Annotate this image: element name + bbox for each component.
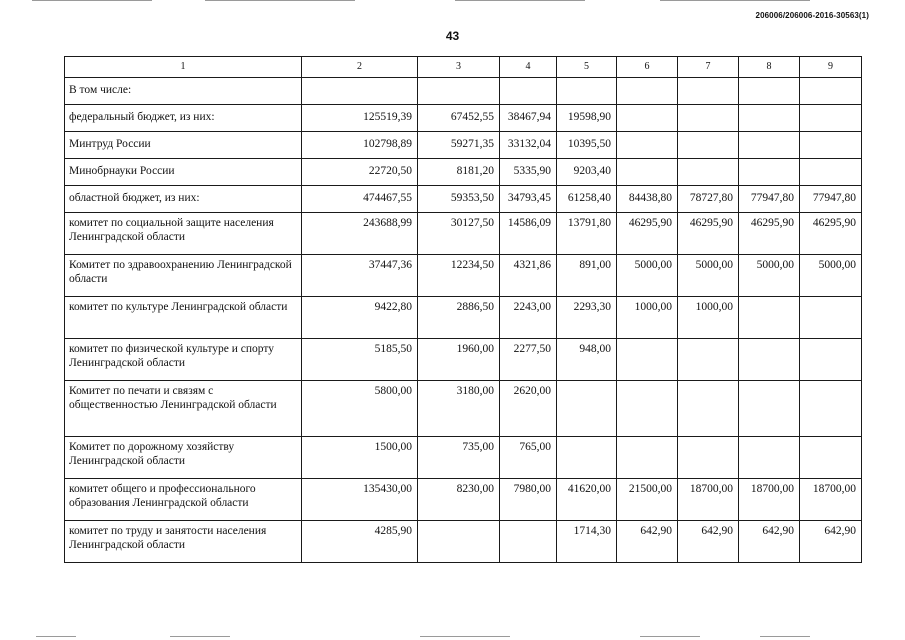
table-cell: 1960,00 [418, 339, 500, 381]
top-edge-line [32, 0, 152, 1]
table-cell [617, 105, 678, 132]
table-cell [800, 132, 862, 159]
table-cell [678, 437, 739, 479]
bottom-edge-line [640, 636, 700, 637]
table-row [65, 437, 862, 479]
column-header: 9 [800, 57, 862, 78]
page-number: 43 [445, 29, 460, 43]
table-cell: 77947,80 [739, 186, 800, 213]
column-header: 5 [557, 57, 617, 78]
table-cell [739, 78, 800, 105]
table-cell: 642,90 [617, 521, 678, 563]
table-row [65, 78, 862, 105]
table-cell [800, 159, 862, 186]
table-cell [617, 381, 678, 437]
table-cell: 2620,00 [500, 381, 557, 437]
table-cell: 77947,80 [800, 186, 862, 213]
table-cell [739, 132, 800, 159]
table-cell [557, 437, 617, 479]
column-header: 2 [302, 57, 418, 78]
table-cell [617, 159, 678, 186]
row-label: федеральный бюджет, из них: [65, 105, 302, 132]
table-cell: 891,00 [557, 255, 617, 297]
row-label: комитет по физической культуре и спорту Ленинградской области [65, 339, 302, 381]
row-label: Комитет по дорожному хозяйству Ленинградской области [65, 437, 302, 479]
column-header: 6 [617, 57, 678, 78]
table-cell: 135430,00 [302, 479, 418, 521]
table-cell: 37447,36 [302, 255, 418, 297]
table-cell: 34793,45 [500, 186, 557, 213]
table-cell: 8181,20 [418, 159, 500, 186]
table-cell: 46295,90 [617, 213, 678, 255]
table-cell: 5335,90 [500, 159, 557, 186]
table-cell [800, 381, 862, 437]
table-cell: 642,90 [678, 521, 739, 563]
table-cell: 61258,40 [557, 186, 617, 213]
column-header: 4 [500, 57, 557, 78]
table-cell: 13791,80 [557, 213, 617, 255]
row-label: областной бюджет, из них: [65, 186, 302, 213]
table-cell: 5000,00 [739, 255, 800, 297]
row-label: Минтруд России [65, 132, 302, 159]
table-cell: 243688,99 [302, 213, 418, 255]
table-cell: 2293,30 [557, 297, 617, 339]
table-cell: 9422,80 [302, 297, 418, 339]
table-cell: 21500,00 [617, 479, 678, 521]
table-cell [678, 105, 739, 132]
table-cell: 5800,00 [302, 381, 418, 437]
table-row [65, 105, 862, 132]
table-cell [500, 521, 557, 563]
table-cell [617, 78, 678, 105]
table-cell: 5000,00 [617, 255, 678, 297]
table-cell: 14586,09 [500, 213, 557, 255]
column-header: 8 [739, 57, 800, 78]
table-cell [678, 339, 739, 381]
table-row [65, 213, 862, 255]
row-label: комитет по социальной защите населения Ленинградской области [65, 213, 302, 255]
table-cell [418, 78, 500, 105]
table-cell: 125519,39 [302, 105, 418, 132]
top-edge-line [205, 0, 355, 1]
column-header: 1 [65, 57, 302, 78]
table-cell: 2277,50 [500, 339, 557, 381]
row-label: В том числе: [65, 78, 302, 105]
table-cell [617, 339, 678, 381]
table-cell [678, 132, 739, 159]
table-cell [739, 159, 800, 186]
bottom-edge-line [170, 636, 230, 637]
table-cell: 59271,35 [418, 132, 500, 159]
table-cell: 46295,90 [800, 213, 862, 255]
table-cell: 38467,94 [500, 105, 557, 132]
table-cell: 4321,86 [500, 255, 557, 297]
table-row [65, 132, 862, 159]
table-row [65, 479, 862, 521]
row-label: Комитет по здравоохранению Ленинградской области [65, 255, 302, 297]
table-cell: 642,90 [739, 521, 800, 563]
table-cell: 78727,80 [678, 186, 739, 213]
bottom-edge-line [420, 636, 510, 637]
table-cell: 9203,40 [557, 159, 617, 186]
table-row [65, 186, 862, 213]
table-cell [617, 437, 678, 479]
column-header: 3 [418, 57, 500, 78]
table-cell: 18700,00 [739, 479, 800, 521]
table-cell [739, 339, 800, 381]
table-cell: 735,00 [418, 437, 500, 479]
table-cell [557, 381, 617, 437]
top-edge-line [660, 0, 810, 1]
table-cell: 22720,50 [302, 159, 418, 186]
table-cell [739, 381, 800, 437]
table-cell: 41620,00 [557, 479, 617, 521]
table-cell: 46295,90 [739, 213, 800, 255]
bottom-edge-line [36, 636, 76, 637]
table-cell: 3180,00 [418, 381, 500, 437]
table-cell: 1500,00 [302, 437, 418, 479]
table-cell [800, 437, 862, 479]
table-cell [500, 78, 557, 105]
document-id: 206006/206006-2016-30563(1) [755, 11, 869, 20]
table-cell [418, 521, 500, 563]
table-row [65, 521, 862, 563]
bottom-edge-line [760, 636, 810, 637]
row-label: комитет по культуре Ленинградской области [65, 297, 302, 339]
table-cell: 2886,50 [418, 297, 500, 339]
table-cell [800, 78, 862, 105]
top-edge-line [455, 0, 585, 1]
table-cell: 642,90 [800, 521, 862, 563]
table-cell: 8230,00 [418, 479, 500, 521]
table-cell [739, 105, 800, 132]
table-cell: 19598,90 [557, 105, 617, 132]
table-cell [678, 159, 739, 186]
table-cell: 18700,00 [678, 479, 739, 521]
table-cell [302, 78, 418, 105]
table-cell [617, 132, 678, 159]
table-row [65, 381, 862, 437]
table-cell [800, 105, 862, 132]
table-cell: 67452,55 [418, 105, 500, 132]
table-cell: 84438,80 [617, 186, 678, 213]
table-cell: 18700,00 [800, 479, 862, 521]
table-cell: 1714,30 [557, 521, 617, 563]
table-cell: 765,00 [500, 437, 557, 479]
table-cell: 5000,00 [800, 255, 862, 297]
table-cell [557, 78, 617, 105]
row-label: комитет общего и профессионального образования Ленинградской области [65, 479, 302, 521]
table-header-row [65, 57, 862, 78]
table-row [65, 339, 862, 381]
row-label: Комитет по печати и связям с общественностью Ленинградской области [65, 381, 302, 437]
table-cell: 30127,50 [418, 213, 500, 255]
table-row [65, 159, 862, 186]
table-cell: 102798,89 [302, 132, 418, 159]
table-cell [678, 381, 739, 437]
budget-table [64, 56, 862, 563]
table-cell [800, 297, 862, 339]
table-cell [739, 437, 800, 479]
table-cell [739, 297, 800, 339]
table-cell: 5185,50 [302, 339, 418, 381]
table-cell [800, 339, 862, 381]
table-cell: 10395,50 [557, 132, 617, 159]
column-header: 7 [678, 57, 739, 78]
table-row [65, 255, 862, 297]
table-cell: 1000,00 [678, 297, 739, 339]
table-cell: 33132,04 [500, 132, 557, 159]
table-cell: 46295,90 [678, 213, 739, 255]
table-cell: 948,00 [557, 339, 617, 381]
table-cell: 59353,50 [418, 186, 500, 213]
table-cell: 4285,90 [302, 521, 418, 563]
table-cell: 474467,55 [302, 186, 418, 213]
table-cell: 2243,00 [500, 297, 557, 339]
table-cell [678, 78, 739, 105]
table-cell: 5000,00 [678, 255, 739, 297]
table-row [65, 297, 862, 339]
table-cell: 12234,50 [418, 255, 500, 297]
table-cell: 7980,00 [500, 479, 557, 521]
table-cell: 1000,00 [617, 297, 678, 339]
row-label: Минобрнауки России [65, 159, 302, 186]
row-label: комитет по труду и занятости населения Ленинградской области [65, 521, 302, 563]
